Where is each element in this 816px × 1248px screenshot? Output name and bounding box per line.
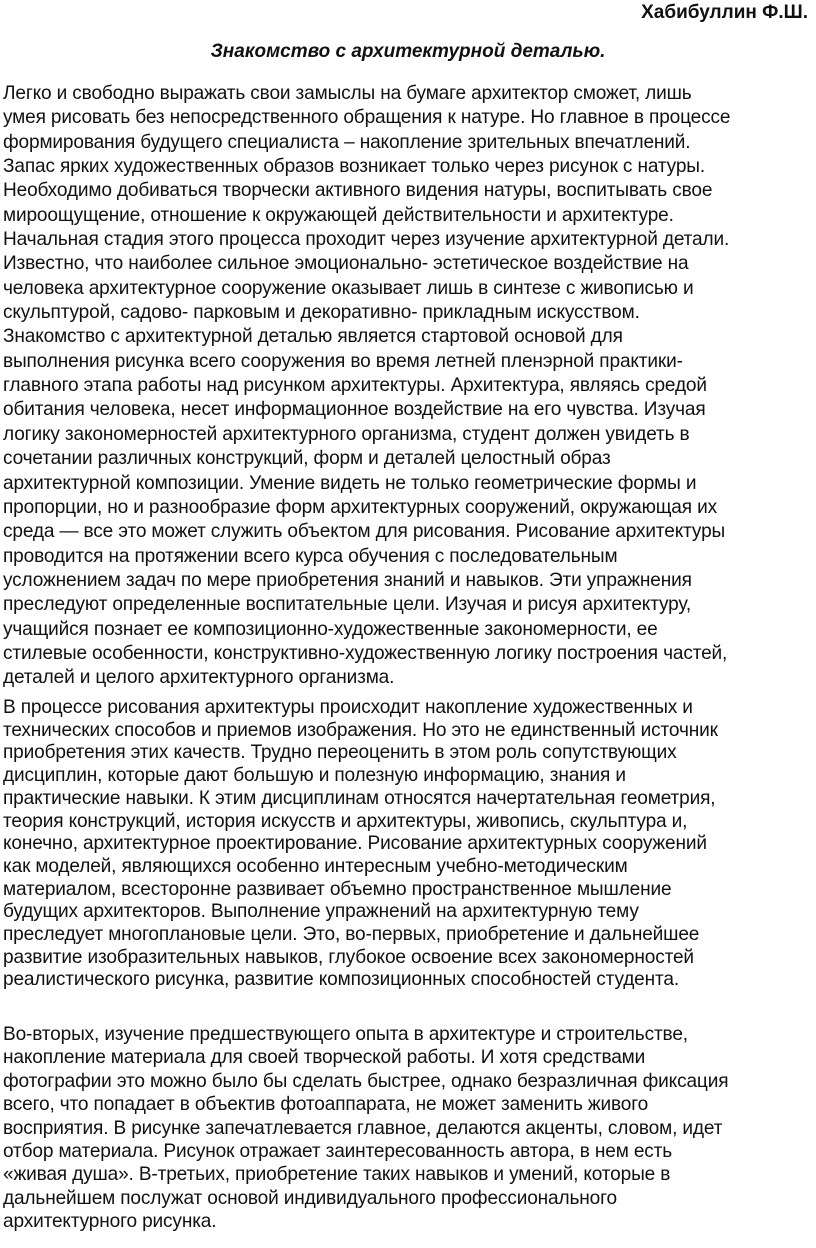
text-line: Знакомство с архитектурной деталью является стартовой основой для	[3, 326, 623, 348]
text-line: пропорции, но и разнообразие форм архитектурных сооружений, окружающая их	[3, 496, 717, 518]
text-line: «живая душа». В-третьих, приобретение таких навыков и умений, которые в	[3, 1164, 671, 1186]
text-line: развитие изобразительных навыков, глубокое освоение всех закономерностей	[3, 946, 694, 968]
text-line: преследует многоплановые цели. Это, во-первых, приобретение и дальнейшее	[3, 924, 700, 946]
text-line: человека архитектурное сооружение оказывает лишь в синтезе с живописью и	[3, 277, 694, 299]
text-line: учащийся познает ее композиционно-художественные закономерности, ее	[3, 618, 658, 640]
text-line: накопление материала для своей творческой работы. И хотя средствами	[3, 1047, 646, 1069]
text-line: преследуют определенные воспитательные цели. Изучая и рисуя архитектуру,	[3, 594, 692, 616]
text-line: мироощущение, отношение к окружающей действительности и архитектуре.	[3, 204, 674, 226]
text-line: восприятия. В рисунке запечатлевается главное, делаются акценты, словом, идет	[3, 1117, 723, 1139]
paragraph-1	[3, 82, 816, 691]
text-line: технических способов и приемов изображения. Но это не единственный источник	[3, 719, 718, 741]
text-line: теория конструкций, история искусств и архитектуры, живопись, скульптура и,	[3, 810, 688, 832]
text-line: дисциплин, которые дают большую и полезную информацию, знания и	[3, 765, 626, 787]
text-line: деталей и целого архитектурного организма.	[3, 667, 395, 689]
text-line: как моделей, являющихся особенно интересным учебно-методическим	[3, 855, 628, 877]
text-line: стилевые особенности, конструктивно-художественную логику построения частей,	[3, 642, 728, 664]
text-line: конечно, архитектурное проектирование. Рисование архитектурных сооружений	[3, 833, 707, 855]
text-line: всего, что попадает в объектив фотоаппарата, не может заменить живого	[3, 1094, 649, 1116]
text-line: сочетании различных конструкций, форм и деталей целостный образ	[3, 448, 611, 470]
text-line: Легко и свободно выражать свои замыслы на бумаге архитектор сможет, лишь	[3, 83, 692, 104]
text-line: формирования будущего специалиста – накопление зрительных впечатлений.	[3, 131, 691, 153]
text-line: выполнения рисунка всего сооружения во время летней пленэрной практики-	[3, 350, 683, 372]
text-line: Известно, что наиболее сильное эмоционально- эстетическое воздействие на	[3, 253, 689, 275]
text-line: Необходимо добиваться творчески активного видения натуры, воспитывать свое	[3, 180, 713, 202]
document-title: Знакомство с архитектурной деталью.	[210, 41, 606, 62]
text-line: дальнейшем послужат основой индивидуального профессионального	[3, 1187, 617, 1209]
paragraph-2	[3, 697, 816, 992]
text-line: будущих архитекторов. Выполнение упражнений на архитектурную тему	[3, 901, 639, 923]
text-line: приобретения этих качеств. Трудно переоценить в этом роль сопутствующих	[3, 742, 677, 764]
text-line: умея рисовать без непосредственного обращения к натуре. Но главное в процессе	[3, 107, 731, 129]
text-line: Запас ярких художественных образов возникает только через рисунок с натуры.	[3, 156, 706, 178]
text-line: Во-вторых, изучение предшествующего опыта в архитектуре и строительстве,	[3, 1024, 688, 1045]
text-line: материалом, всесторонне развивает объемно пространственное мышление	[3, 878, 672, 900]
text-line: практические навыки. К этим дисциплинам относятся начертательная геометрия,	[3, 787, 716, 809]
text-line: В процессе рисования архитектуры происходит накопление художественных и	[3, 697, 693, 718]
text-line: усложнением задач по мере приобретения знаний и навыков. Эти упражнения	[3, 569, 692, 591]
text-line: реалистического рисунка, развитие композиционных способностей студента.	[3, 969, 679, 991]
text-line: Начальная стадия этого процесса проходит через изучение архитектурной детали.	[3, 229, 730, 251]
text-line: логику закономерностей архитектурного организма, студент должен увидеть в	[3, 423, 690, 445]
text-line: скульптурой, садово- парковым и декоративно- прикладным искусством.	[3, 302, 640, 324]
text-line: фотографии это можно было бы сделать быстрее, однако безразличная фиксация	[3, 1070, 729, 1092]
paragraph-3	[3, 1023, 816, 1234]
text-line: обитания человека, несет информационное воздействие на его чувства. Изучая	[3, 399, 706, 421]
text-line: архитектурной композиции. Умение видеть не только геометрические формы и	[3, 472, 697, 494]
text-line: главного этапа работы над рисунком архитектуры. Архитектура, являясь средой	[3, 375, 707, 397]
author-name: Хабибуллин Ф.Ш.	[641, 2, 808, 23]
text-line: отбор материала. Рисунок отражает заинтересованность автора, в нем есть	[3, 1141, 673, 1163]
text-line: проводится на протяжении всего курса обучения с последовательным	[3, 545, 618, 567]
text-line: архитектурного рисунка.	[3, 1211, 217, 1233]
text-line: среда — все это может служить объектом для рисования. Рисование архитектуры	[3, 521, 726, 543]
